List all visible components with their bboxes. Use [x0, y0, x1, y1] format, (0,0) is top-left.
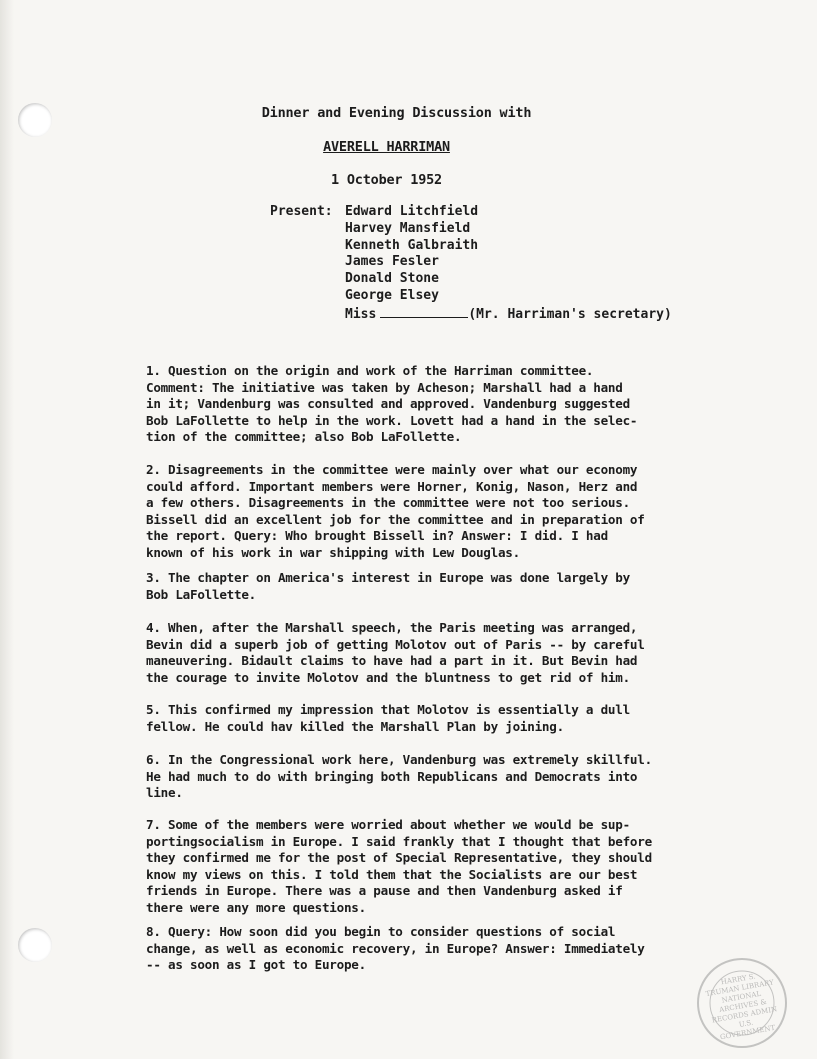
paragraph-line: the courage to invite Molotov and the bluntness to get rid of him.	[146, 669, 630, 685]
paragraph-line: Bevin did a superb job of getting Molotov out of Paris -- by careful	[146, 636, 645, 652]
paragraph-line: -- as soon as I got to Europe.	[146, 957, 366, 973]
paragraph-line: tion of the committee; also Bob LaFollette.	[146, 429, 462, 445]
paragraph-line: Comment: The initiative was taken by Acheson; Marshall had a hand	[146, 379, 623, 395]
attendee-name: James Fesler	[345, 254, 439, 270]
paragraph-line: a few others. Disagreements in the committee were not too serious.	[146, 495, 630, 511]
document-date: 1 October 1952	[331, 172, 442, 188]
attendee-name: Kenneth Galbraith	[345, 237, 479, 253]
paragraph-1	[146, 363, 706, 446]
miss-label: Miss	[345, 306, 377, 322]
document-subject: AVERELL HARRIMAN	[323, 139, 450, 155]
attendee-list	[345, 204, 672, 322]
punch-hole-bottom	[18, 928, 52, 962]
truman-library-stamp	[694, 955, 790, 1051]
paragraph-line: the report. Query: Who brought Bissell in? Answer: I did. I had	[146, 528, 608, 544]
paragraph-3	[146, 570, 706, 603]
paragraph-line: known of his work in war shipping with Lew Douglas.	[146, 544, 520, 560]
paragraph-line: in it; Vandenburg was consulted and approved. Vandenburg suggested	[146, 396, 630, 412]
paragraph-line: know my views on this. I told them that the Socialists are our best	[146, 866, 638, 882]
paragraph-5	[146, 702, 706, 735]
paragraph-line: Bob LaFollette.	[146, 586, 256, 602]
paragraph-6	[146, 752, 706, 802]
attendee-miss-line	[345, 305, 672, 322]
present-label: Present:	[270, 204, 333, 219]
paragraph-line: Bob LaFollette to help in the work. Lovett had a hand in the selec-	[146, 412, 638, 428]
paragraph-line: they confirmed me for the post of Special Representative, they should	[146, 850, 652, 866]
paragraph-line: 2. Disagreements in the committee were mainly over what our economy	[146, 462, 638, 477]
paragraph-line: 1. Question on the origin and work of the Harriman committee.	[146, 363, 594, 378]
paragraph-line: 8. Query: How soon did you begin to consider questions of social	[146, 924, 616, 939]
attendee-name: George Elsey	[345, 287, 439, 303]
paragraph-8	[146, 924, 706, 974]
paragraph-line: fellow. He could hav killed the Marshall Plan by joining.	[146, 718, 564, 734]
paragraph-line: there were any more questions.	[146, 899, 366, 915]
paragraph-line: 3. The chapter on America's interest in Europe was done largely by	[146, 570, 630, 585]
paragraph-line: He had much to do with bringing both Republicans and Democrats into	[146, 768, 638, 784]
paragraph-line: portingsocialism in Europe. I said frankly that I thought that before	[146, 833, 652, 849]
attendee-name: Donald Stone	[345, 271, 439, 287]
attendee-name: Edward Litchfield	[345, 204, 479, 219]
paragraph-line: Bissell did an excellent job for the committee and in preparation of	[146, 511, 645, 527]
paragraph-line: 7. Some of the members were worried about whether we would be sup-	[146, 817, 630, 832]
paragraph-line: line.	[146, 785, 183, 801]
paragraph-line: 6. In the Congressional work here, Vandenburg was extremely skillful.	[146, 752, 652, 767]
stamp-text: HARRY S. TRUMAN LIBRARY NATIONAL ARCHIVES & RECORDS ADMIN U.S. GOVERNMENT	[705, 972, 778, 1042]
blank-name-line	[380, 305, 468, 318]
paragraph-line: 5. This confirmed my impression that Molotov is essentially a dull	[146, 702, 630, 717]
attendee-name: Harvey Mansfield	[345, 220, 471, 236]
paragraph-line: could afford. Important members were Horner, Konig, Nason, Herz and	[146, 478, 638, 494]
paragraph-7	[146, 817, 706, 917]
paragraph-line: change, as well as economic recovery, in Europe? Answer: Immediately	[146, 940, 645, 956]
document-heading: Dinner and Evening Discussion with	[261, 105, 532, 121]
paragraph-4	[146, 620, 706, 686]
paragraph-2	[146, 462, 706, 562]
miss-note: (Mr. Harriman's secretary)	[468, 306, 672, 322]
paragraph-line: 4. When, after the Marshall speech, the Paris meeting was arranged,	[146, 620, 638, 635]
paragraph-line: friends in Europe. There was a pause and then Vandenburg asked if	[146, 883, 623, 899]
paragraph-line: maneuvering. Bidault claims to have had a part in it. But Bevin had	[146, 653, 638, 669]
